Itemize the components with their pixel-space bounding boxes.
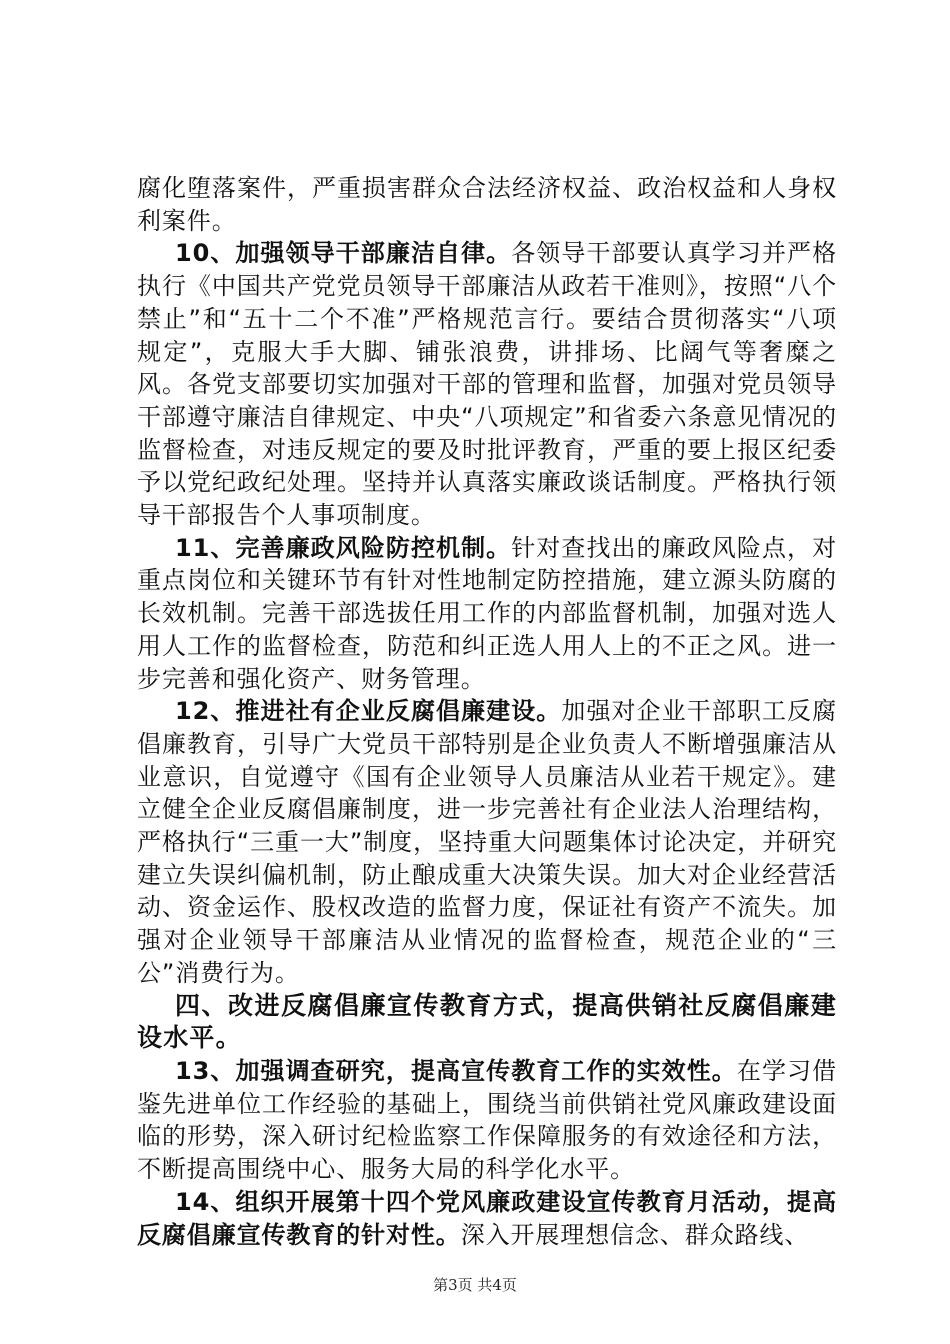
paragraph-heading: 12、推进社有企业反腐倡廉建设。	[175, 697, 562, 726]
document-body	[137, 172, 837, 1251]
paragraph-item-12	[137, 695, 837, 989]
page-footer: 第3页 共4页	[433, 1276, 517, 1294]
section-heading-4	[137, 990, 837, 1055]
paragraph-text: 各领导干部要认真学习并严格执行《中国共产党党员领导干部廉洁从政若干准则》，按照“八个禁止”和“五十二个不准”严格规范言行。要结合贯彻落实“八项规定”，克服大手大脚、铺张浪费，讲排场、比阔气等奢糜之风。各党支部要切实加强对干部的管理和监督，加强对党员领导干部遵守廉洁自律规定、中央“八项规定”和省委六条意见情况的监督检查，对违反规定的要及时批评教育，严重的要上报区纪委予以党纪政纪处理。坚持并认真落实廉政谈话制度。严格执行领导干部报告个人事项制度。	[137, 239, 837, 530]
paragraph-continuation	[137, 172, 837, 237]
paragraph-text: 深入开展理想信念、群众路线、	[460, 1220, 810, 1249]
paragraph-heading: 11、完善廉政风险防控机制。	[175, 533, 512, 562]
paragraph-heading: 14、组织开展第十四个党风廉政建设宣传教育月活动，提高反腐倡廉宣传教育的针对性。	[137, 1187, 837, 1249]
paragraph-item-11	[137, 532, 837, 696]
paragraph-item-10	[137, 237, 837, 531]
paragraph-item-13	[137, 1055, 837, 1186]
section-heading-text: 四、改进反腐倡廉宣传教育方式，提高供销社反腐倡廉建设水平。	[137, 990, 837, 1053]
paragraph-item-14	[137, 1186, 837, 1251]
paragraph-heading: 13、加强调查研究，提高宣传教育工作的实效性。	[175, 1056, 737, 1085]
paragraph-text: 在学习借鉴先进单位工作经验的基础上，围绕当前供销社党风廉政建设面临的形势，深入研讨纪检监察工作保障服务的有效途径和方法，不断提高围绕中心、服务大局的科学化水平。	[137, 1056, 837, 1184]
paragraph-text: 针对查找出的廉政风险点，对重点岗位和关键环节有针对性地制定防控措施，建立源头防腐的长效机制。完善干部选拔任用工作的内部监督机制，加强对选人用人工作的监督检查，防范和纠正选人用人上的不正之风。进一步完善和强化资产、财务管理。	[137, 533, 837, 693]
paragraph-text: 加强对企业干部职工反腐倡廉教育，引导广大党员干部特别是企业负责人不断增强廉洁从业意识，自觉遵守《国有企业领导人员廉洁从业若干规定》。建立健全企业反腐倡廉制度，进一步完善社有企业法人治理结构，严格执行“三重一大”制度，坚持重大问题集体讨论决定，并研究建立失误纠偏机制，防止酿成重大决策失误。加大对企业经营活动、资金运作、股权改造的监督力度，保证社有资产不流失。加强对企业领导干部廉洁从业情况的监督检查，规范企业的“三公”消费行为。	[137, 697, 837, 987]
paragraph-heading: 10、加强领导干部廉洁自律。	[175, 239, 512, 268]
paragraph-text: 腐化堕落案件，严重损害群众合法经济权益、政治权益和人身权利案件。	[137, 174, 837, 235]
